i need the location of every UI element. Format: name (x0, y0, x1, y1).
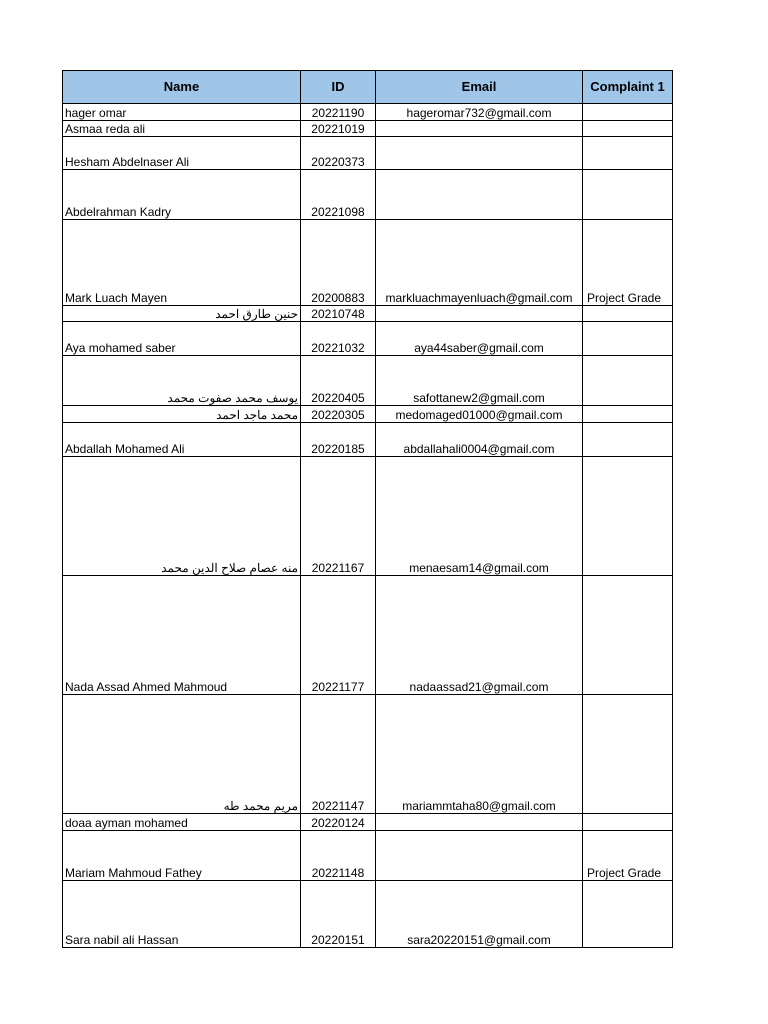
name-cell: Mark Luach Mayen (63, 220, 301, 306)
complaint-cell (583, 306, 673, 322)
table-row (63, 356, 673, 406)
id-cell: 20210748 (301, 306, 376, 322)
table-row (63, 322, 673, 356)
id-cell: 20221032 (301, 322, 376, 356)
id-cell: 20221148 (301, 831, 376, 881)
complaint-cell (583, 322, 673, 356)
email-cell (376, 814, 583, 831)
complaint-cell (583, 695, 673, 814)
complaint-cell (583, 406, 673, 423)
email-cell: menaesam14@gmail.com (376, 457, 583, 576)
id-cell: 20221147 (301, 695, 376, 814)
name-cell: Hesham Abdelnaser Ali (63, 137, 301, 170)
name-cell: Mariam Mahmoud Fathey (63, 831, 301, 881)
table-row (63, 576, 673, 695)
id-cell: 20220185 (301, 423, 376, 457)
name-cell: مريم محمد طه (63, 695, 301, 814)
id-cell: 20220405 (301, 356, 376, 406)
name-cell: Asmaa reda ali (63, 121, 301, 137)
complaint-cell (583, 881, 673, 948)
complaint-cell: Project Grade (583, 220, 673, 306)
student-complaints-table (62, 70, 673, 948)
table-row (63, 881, 673, 948)
table-row (63, 423, 673, 457)
email-cell (376, 137, 583, 170)
table-row (63, 831, 673, 881)
name-cell: Sara nabil ali Hassan (63, 881, 301, 948)
id-cell: 20221177 (301, 576, 376, 695)
email-cell: aya44saber@gmail.com (376, 322, 583, 356)
name-cell: محمد ماجد احمد (63, 406, 301, 423)
email-cell: medomaged01000@gmail.com (376, 406, 583, 423)
table-row (63, 170, 673, 220)
complaint-cell (583, 457, 673, 576)
id-cell: 20220373 (301, 137, 376, 170)
email-cell: abdallahali0004@gmail.com (376, 423, 583, 457)
table-row (63, 121, 673, 137)
name-cell: Nada Assad Ahmed Mahmoud (63, 576, 301, 695)
complaint-cell (583, 170, 673, 220)
name-cell: منه عصام صلاح الدين محمد (63, 457, 301, 576)
header-complaint: Complaint 1 (583, 71, 673, 104)
complaint-cell (583, 814, 673, 831)
email-cell: safottanew2@gmail.com (376, 356, 583, 406)
email-cell (376, 306, 583, 322)
email-cell: sara20220151@gmail.com (376, 881, 583, 948)
table-row (63, 406, 673, 423)
name-cell: حنين طارق احمد (63, 306, 301, 322)
table-row (63, 695, 673, 814)
header-name: Name (63, 71, 301, 104)
table-row (63, 306, 673, 322)
name-cell: Abdelrahman Kadry (63, 170, 301, 220)
email-cell: hageromar732@gmail.com (376, 104, 583, 121)
name-cell: doaa ayman mohamed (63, 814, 301, 831)
name-cell: Aya mohamed saber (63, 322, 301, 356)
complaint-cell (583, 121, 673, 137)
id-cell: 20220305 (301, 406, 376, 423)
email-cell: markluachmayenluach@gmail.com (376, 220, 583, 306)
table-row (63, 814, 673, 831)
id-cell: 20221098 (301, 170, 376, 220)
id-cell: 20220124 (301, 814, 376, 831)
email-cell (376, 170, 583, 220)
id-cell: 20221019 (301, 121, 376, 137)
header-id: ID (301, 71, 376, 104)
complaint-cell (583, 576, 673, 695)
email-cell: nadaassad21@gmail.com (376, 576, 583, 695)
name-cell: يوسف محمد صفوت محمد (63, 356, 301, 406)
complaint-cell: Project Grade (583, 831, 673, 881)
name-cell: hager omar (63, 104, 301, 121)
table-row (63, 220, 673, 306)
email-cell: mariammtaha80@gmail.com (376, 695, 583, 814)
table-row (63, 457, 673, 576)
id-cell: 20220151 (301, 881, 376, 948)
header-row (63, 71, 673, 104)
header-email: Email (376, 71, 583, 104)
email-cell (376, 121, 583, 137)
table-row (63, 104, 673, 121)
id-cell: 20200883 (301, 220, 376, 306)
complaint-cell (583, 356, 673, 406)
complaint-cell (583, 104, 673, 121)
id-cell: 20221167 (301, 457, 376, 576)
id-cell: 20221190 (301, 104, 376, 121)
complaint-cell (583, 423, 673, 457)
table-row (63, 137, 673, 170)
complaint-cell (583, 137, 673, 170)
email-cell (376, 831, 583, 881)
name-cell: Abdallah Mohamed Ali (63, 423, 301, 457)
